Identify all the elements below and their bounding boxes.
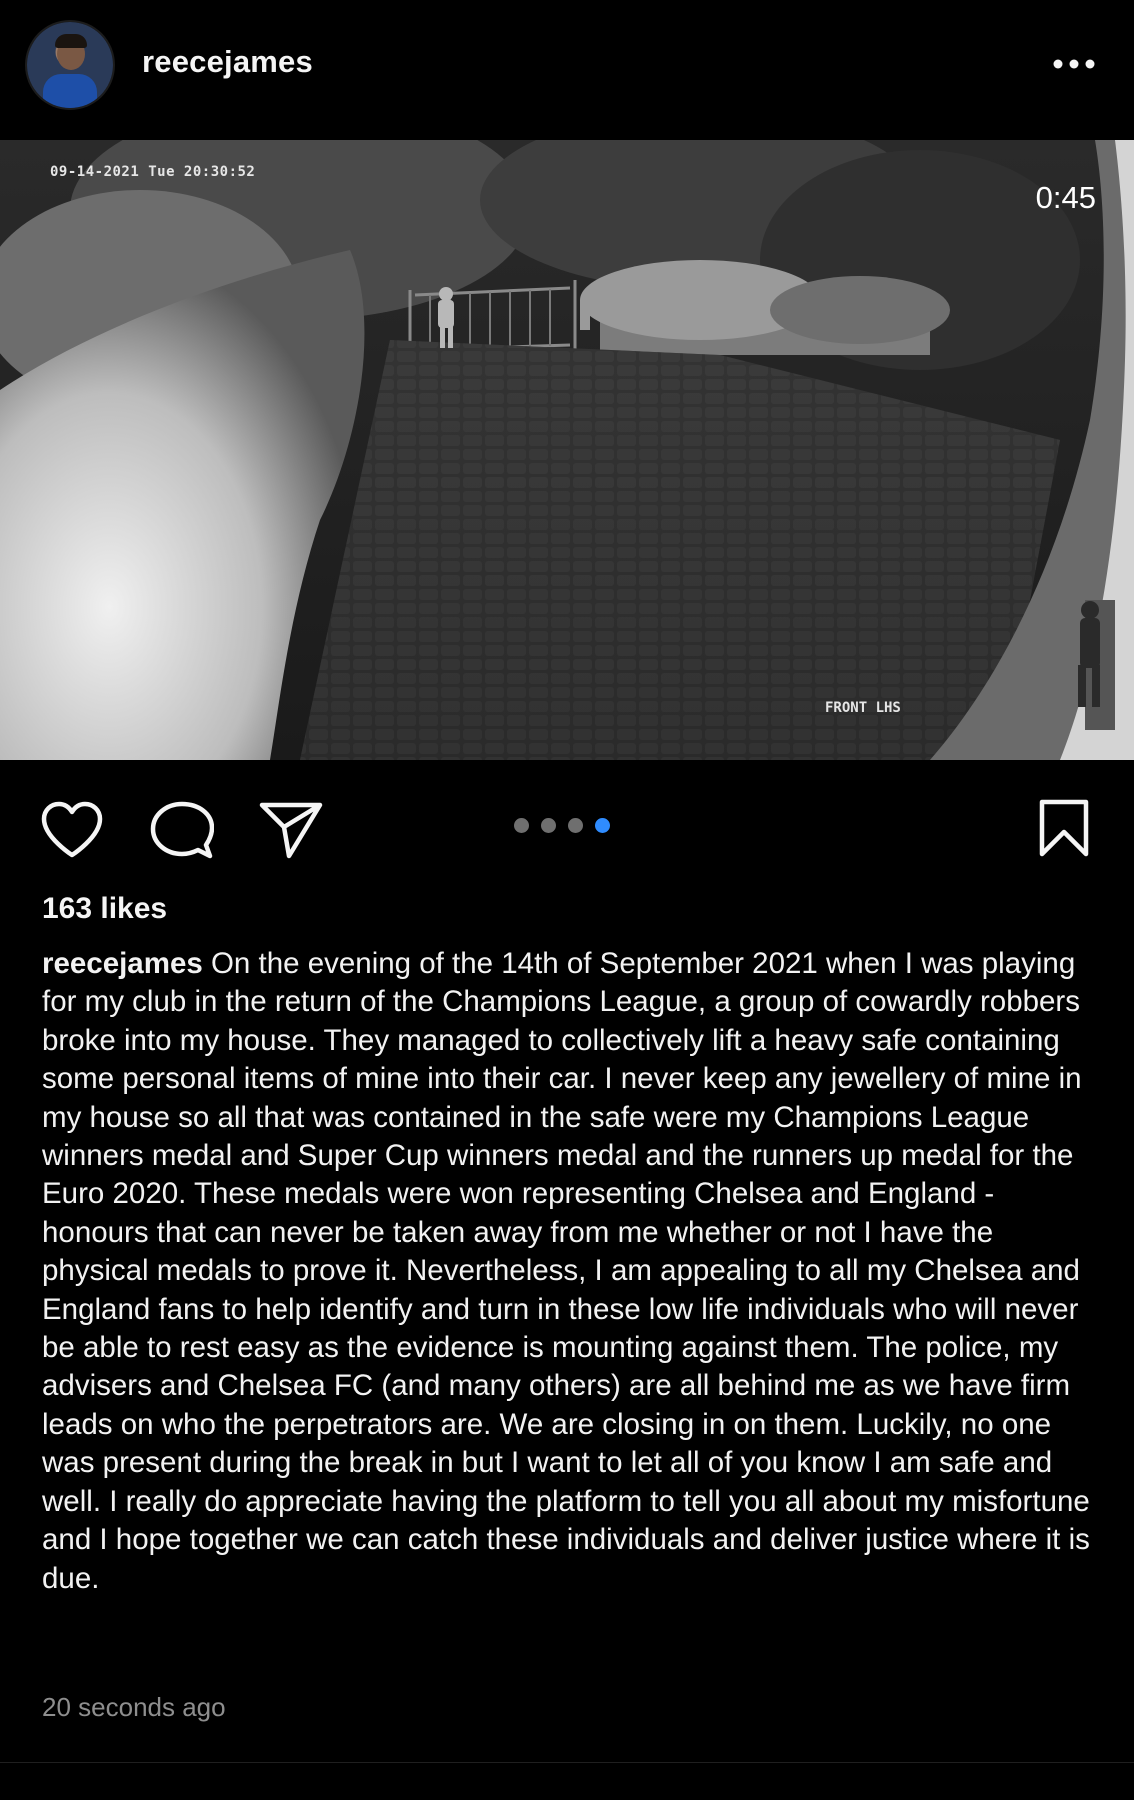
caption-username[interactable]: reecejames [42, 947, 203, 980]
post-username[interactable]: reecejames [142, 44, 313, 79]
post-caption [42, 945, 1102, 1598]
more-horizontal-icon[interactable] [1052, 52, 1096, 76]
avatar[interactable] [27, 22, 113, 108]
heart-icon[interactable] [38, 800, 106, 865]
camera-label: FRONT LHS [825, 700, 901, 716]
post-timestamp: 20 seconds ago [42, 1692, 226, 1722]
carousel-dot-active[interactable] [595, 818, 610, 833]
cctv-frame [0, 140, 1134, 760]
caption-text: On the evening of the 14th of September 2021 when I was playing for my club in the return of the Champions League, a group of cowardly robbers broke into my house. They managed to collectively lift a heavy safe containing some personal items of mine into their car. I never keep any jewellery of mine in my house so all that was contained in the safe were my Champions League winners medal and Super Cup winners medal and the runners up medal for the Euro 2020. These medals were won representing Chelsea and England - honours that can never be taken away from me whether or not I have the physical medals to prove it. Nevertheless, I am appealing to all my Chelsea and England fans to help identify and turn in these low life individuals who will never be able to rest easy as the evidence is mounting against them. The police, my advisers and Chelsea FC (and many others) are all behind me as we have firm leads on who the perpetrators are. We are closing in on them. Luckily, no one was present during the break in but I want to let all of you know I am safe and well. I really do appreciate having the platform to tell you all about my misfortune and I hope together we can catch these individuals and deliver justice where it is due. [42, 947, 1090, 1595]
carousel-indicator [514, 818, 622, 834]
video-duration: 0:45 [1035, 180, 1096, 215]
comment-icon[interactable] [150, 800, 214, 867]
bookmark-icon[interactable] [1036, 798, 1092, 863]
carousel-dot[interactable] [514, 818, 529, 833]
carousel-dot[interactable] [568, 818, 583, 833]
avatar-shirt [43, 74, 97, 108]
likes-count[interactable]: 163 likes [42, 892, 168, 925]
carousel-dot[interactable] [541, 818, 556, 833]
post-header [0, 0, 1134, 138]
divider [0, 1762, 1134, 1763]
post-media-video[interactable] [0, 140, 1134, 760]
paper-plane-icon[interactable] [258, 800, 324, 865]
camera-timestamp: 09-14-2021 Tue 20:30:52 [50, 164, 256, 180]
avatar-hair [55, 34, 87, 48]
